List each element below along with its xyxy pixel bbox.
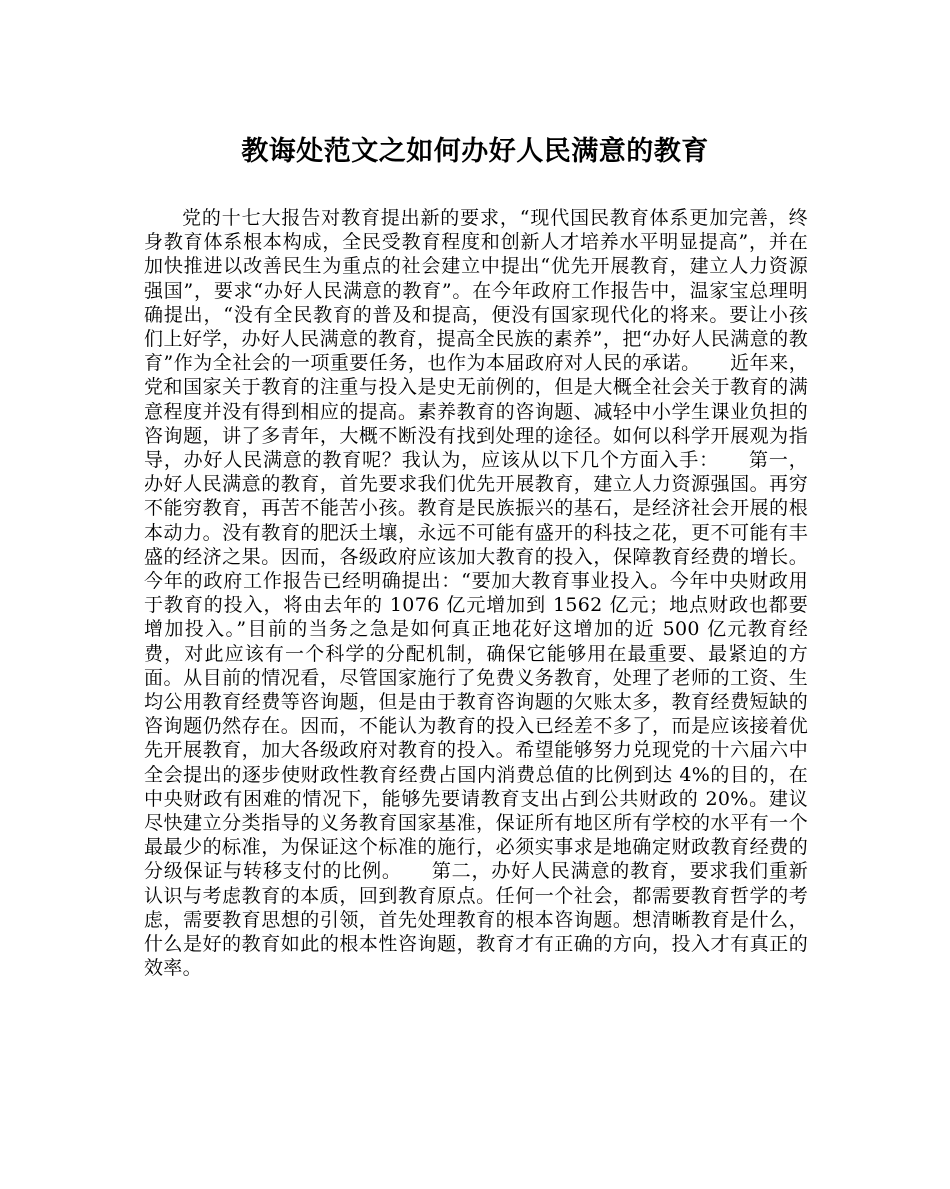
document-title: 教诲处范文之如何办好人民满意的教育 [241,136,709,167]
document-body: 党的十七大报告对教育提出新的要求，“现代国民教育体系更加完善，终身教育体系根本构成，全民受教育程度和创新人才培养水平明显提高”，并在加快推进以改善民生为重点的社会建立中提出“优先开展教育，建立人力资源强国”，要求“办好人民满意的教育”。在今年政府工作报告中，温家宝总理明确提出，“没有全民教育的普及和提高，便没有国家现代化的将来。要让小孩们上好学，办好人民满意的教育，提高全民族的素养”，把“办好人民满意的教育”作为全社会的一项重要任务，也作为本届政府对人民的承诺。 近年来，党和国家关于教育的注重与投入是史无前例的，但是大概全社会关于教育的满意程度并没有得到相应的提高。素养教育的咨询题、减轻中小学生课业负担的咨询题，讲了多青年，大概不断没有找到处理的途径。如何以科学开展观为指导，办好人民满意的教育呢？我认为，应该从以下几个方面入手： 第一，办好人民满意的教育，首先要求我们优先开展教育，建立人力资源强国。再穷不能穷教育，再苦不能苦小孩。教育是民族振兴的基石，是经济社会开展的根本动力。没有教育的肥沃土壤，永远不可能有盛开的科技之花，更不可能有丰盛的经济之果。因而，各级政府应该加大教育的投入，保障教育经费的增长。今年的政府工作报告已经明确提出：“要加大教育事业投入。今年中央财政用于教育的投入，将由去年的 1076 亿元增加到 1562 亿元；地点财政也都要增加投入。”目前的当务之急是如何真正地花好这增加的近 500 亿元教育经费，对此应该有一个科学的分配机制，确保它能够用在最重要、最紧迫的方面。从目前的情况看，尽管国家施行了免费义务教育，处理了老师的工资、生均公用教育经费等咨询题，但是由于教育咨询题的欠账太多，教育经费短缺的咨询题仍然存在。因而，不能认为教育的投入已经差不多了，而是应该接着优先开展教育，加大各级政府对教育的投入。希望能够努力兑现党的十六届六中全会提出的逐步使财政性教育经费占国内消费总值的比例到达 4%的目的，在中央财政有困难的情况下，能够先要请教育支出占到公共财政的 20%。建议尽快建立分类指导的义务教育国家基准，保证所有地区所有学校的水平有一个最最少的标准，为保证这个标准的施行，必须实事求是地确定财政教育经费的分级保证与转移支付的比例。 第二，办好人民满意的教育，要求我们重新认识与考虑教育的本质，回到教育原点。任何一个社会，都需要教育哲学的考虑，需要教育思想的引领，首先处理教育的根本咨询题。想清晰教育是什么，什么是好的教育如此的根本性咨询题，教育才有正确的方向，投入才有真正的效率。 [144,207,808,980]
